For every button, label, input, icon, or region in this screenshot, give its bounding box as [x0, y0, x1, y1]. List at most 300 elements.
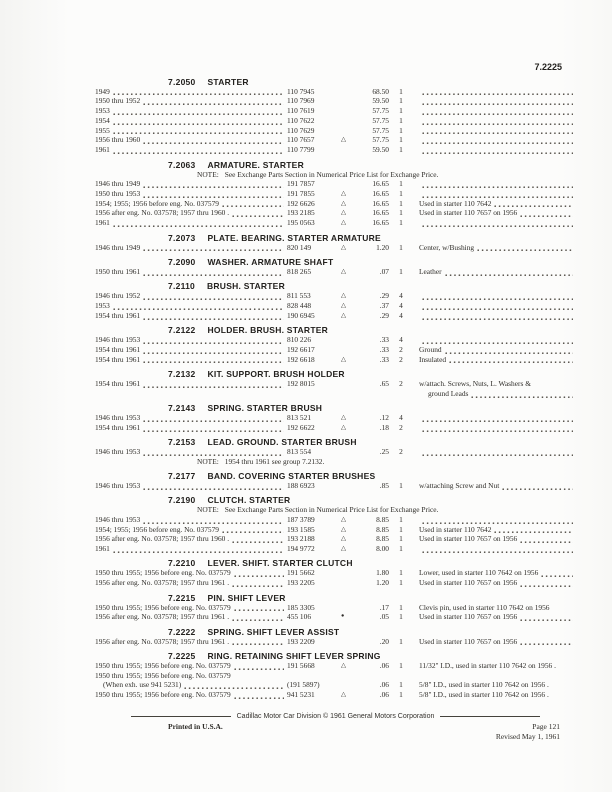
footer-rule-left — [131, 716, 231, 717]
section-title: PIN. SHIFT LEVER — [207, 592, 286, 603]
row-description — [95, 379, 287, 389]
quantity: 1 — [399, 125, 403, 135]
row-note — [413, 425, 576, 433]
dotted-leader — [222, 200, 284, 208]
row-description — [95, 544, 287, 554]
row-note — [413, 337, 576, 345]
parts-row — [95, 423, 576, 433]
quantity: 1 — [399, 179, 403, 189]
price: 16.65 — [372, 198, 389, 208]
row-description-text: 1946 thru 1953 — [95, 514, 141, 524]
row-note-text: Used in starter 110 7642 — [419, 524, 492, 534]
part-number: 191 5668 — [287, 660, 315, 670]
parts-row — [95, 208, 576, 218]
dotted-leader — [422, 546, 573, 554]
footer-rule-right — [440, 716, 540, 717]
dotted-leader — [477, 244, 573, 252]
row-note — [413, 379, 576, 389]
dotted-leader — [143, 483, 284, 491]
dotted-leader — [422, 220, 573, 228]
section-header — [95, 495, 576, 505]
exchange-triangle-icon: △ — [341, 189, 346, 197]
dotted-leader — [422, 108, 573, 116]
dotted-leader — [113, 220, 284, 228]
row-note — [413, 313, 576, 321]
section-title: LEVER. SHIFT. STARTER CLUTCH — [207, 558, 353, 569]
part-number: 110 7629 — [287, 125, 315, 135]
section-title: WASHER. ARMATURE SHAFT — [207, 256, 334, 267]
dotted-leader — [422, 147, 573, 155]
dotted-leader — [143, 356, 284, 364]
section-group-number: 7.2050 — [168, 76, 196, 87]
row-note — [413, 568, 576, 578]
exchange-triangle-icon: △ — [341, 414, 346, 422]
part-number: 192 6617 — [287, 344, 315, 354]
row-description-text: (When exh. use 941 5231) — [103, 680, 182, 690]
row-description — [95, 515, 287, 525]
section-title: BRUSH. STARTER — [207, 281, 285, 292]
section-group-number: 7.2225 — [168, 650, 196, 661]
quantity: 1 — [399, 106, 403, 116]
row-description-text: 1961 — [95, 218, 110, 228]
dotted-leader — [222, 526, 284, 534]
quantity: 1 — [399, 135, 403, 145]
quantity: 1 — [399, 198, 403, 208]
dotted-leader — [422, 293, 573, 301]
row-description — [95, 345, 287, 355]
dotted-leader — [143, 415, 284, 423]
quantity: 2 — [399, 447, 403, 457]
row-description-text: 1956 after eng. No. 037578; 1957 thru 1961 . — [95, 612, 230, 622]
bullet-icon: ● — [341, 613, 345, 620]
price: .37 — [379, 300, 389, 310]
row-description-text: 1954 thru 1961 — [95, 422, 141, 432]
row-description — [95, 534, 287, 544]
parts-row — [95, 199, 576, 209]
parts-row — [95, 135, 576, 145]
row-description-text: 1954; 1955; 1956 before eng. No. 037579 — [95, 198, 219, 208]
price: 8.85 — [376, 524, 389, 534]
part-number: 191 5662 — [287, 568, 315, 578]
exchange-triangle-icon: △ — [341, 525, 346, 533]
dotted-leader — [232, 638, 284, 646]
row-note — [413, 661, 576, 671]
dotted-leader — [232, 210, 284, 218]
quantity: 4 — [399, 310, 403, 320]
row-note-text: Used in starter 110 7657 on 1956 — [419, 636, 518, 646]
section-note — [95, 170, 576, 180]
row-note — [413, 612, 576, 622]
row-note — [413, 355, 576, 365]
dotted-leader — [143, 337, 284, 345]
exchange-triangle-icon: △ — [341, 243, 346, 251]
part-number: 188 6923 — [287, 480, 315, 490]
quantity: 1 — [399, 524, 403, 534]
row-note — [413, 546, 576, 554]
section-title: SPRING. STARTER BRUSH — [207, 403, 323, 414]
row-note-text: ground Leads — [428, 388, 469, 398]
row-description-text: 1946 thru 1952 — [95, 291, 141, 301]
price: .25 — [379, 447, 389, 457]
row-note-text: Lower, used in starter 110 7642 on 1956 — [419, 568, 539, 578]
row-description — [95, 690, 287, 700]
price: 68.50 — [372, 86, 389, 96]
row-note — [413, 415, 576, 423]
quantity: 2 — [399, 344, 403, 354]
part-number: 192 6622 — [287, 422, 315, 432]
part-number: 193 2209 — [287, 636, 315, 646]
quantity: 1 — [399, 544, 403, 554]
parts-row — [95, 267, 576, 277]
parts-row — [95, 355, 576, 365]
part-number: 828 448 — [287, 300, 312, 310]
row-description-text: 1954 thru 1961 — [95, 354, 141, 364]
price: 57.75 — [372, 135, 389, 145]
dotted-leader — [184, 682, 284, 690]
price: .33 — [379, 335, 389, 345]
exchange-triangle-icon: △ — [341, 691, 346, 699]
price: .29 — [379, 291, 389, 301]
row-note — [413, 208, 576, 218]
parts-row — [95, 291, 576, 301]
dotted-leader — [232, 614, 284, 622]
row-description-text: 1954 thru 1961 — [95, 344, 141, 354]
row-note — [413, 199, 576, 209]
row-description — [95, 208, 287, 218]
parts-row — [95, 578, 576, 588]
dotted-leader — [234, 604, 284, 612]
quantity: 1 — [399, 514, 403, 524]
row-description-text: 1950 thru 1955; 1956 before eng. No. 037579 — [95, 670, 231, 680]
row-description-text: 1954 thru 1961 — [95, 310, 141, 320]
quantity: 2 — [399, 422, 403, 432]
row-description-text: 1946 thru 1953 — [95, 413, 141, 423]
note-label: NOTE: — [197, 169, 219, 179]
quantity: 4 — [399, 335, 403, 345]
dotted-leader — [113, 127, 284, 135]
section-header — [95, 471, 576, 481]
row-description — [95, 612, 287, 622]
part-number: 110 7969 — [287, 96, 315, 106]
row-description — [95, 481, 287, 491]
exchange-triangle-icon: △ — [341, 311, 346, 319]
row-note-text: Ground — [419, 344, 442, 354]
row-description-text: 1956 after eng. No. 037578; 1957 thru 1961 . — [95, 636, 230, 646]
parts-row — [95, 525, 576, 535]
quantity: 1 — [399, 612, 403, 622]
parts-row — [95, 637, 576, 647]
exchange-triangle-icon: △ — [341, 535, 346, 543]
quantity: 1 — [399, 86, 403, 96]
row-note-text: w/attaching Screw and Nut — [419, 480, 500, 490]
dotted-leader — [422, 303, 573, 311]
price: 16.65 — [372, 179, 389, 189]
row-description-text: 1954; 1955; 1956 before eng. No. 037579 — [95, 524, 219, 534]
dotted-leader — [449, 356, 573, 364]
parts-row — [95, 690, 576, 700]
price: 59.50 — [372, 96, 389, 106]
section-title: KIT. SUPPORT. BRUSH HOLDER — [207, 368, 345, 379]
row-description-text: 1961 — [95, 145, 110, 155]
row-note-text: Used in starter 110 7657 on 1956 — [419, 578, 518, 588]
price: .06 — [379, 690, 389, 700]
row-description — [95, 135, 287, 145]
row-description-text: 1956 after eng. No. 037578; 1957 thru 1960 . — [95, 208, 230, 218]
part-number: 195 0563 — [287, 218, 315, 228]
row-note — [413, 303, 576, 311]
row-description — [95, 218, 287, 228]
quantity: 1 — [399, 145, 403, 155]
dotted-leader — [113, 303, 284, 311]
row-note-text: Leather — [419, 266, 442, 276]
row-note — [413, 603, 576, 613]
dotted-leader — [422, 191, 573, 199]
publisher-text: Cadillac Motor Car Division © 1961 General Motors Corporation — [236, 713, 435, 720]
section-group-number: 7.2210 — [168, 558, 196, 569]
row-note — [413, 389, 576, 399]
row-note — [413, 191, 576, 199]
row-description-text: 1950 thru 1952 — [95, 96, 141, 106]
part-number: 191 7855 — [287, 188, 315, 198]
row-description — [95, 311, 287, 321]
dotted-leader — [113, 88, 284, 96]
row-description-text: 1946 thru 1953 — [95, 447, 141, 457]
section-group-number: 7.2177 — [168, 470, 196, 481]
quantity: 1 — [399, 680, 403, 690]
quantity: 4 — [399, 413, 403, 423]
row-note-text: w/attach. Screws, Nuts, L. Washers & — [419, 378, 531, 388]
price: .18 — [379, 422, 389, 432]
quantity: 4 — [399, 300, 403, 310]
parts-row — [95, 335, 576, 345]
note-text: 1954 thru 1961 see group 7.2132. — [224, 456, 325, 466]
section-title: STARTER — [207, 76, 249, 87]
row-note — [413, 243, 576, 253]
row-description — [95, 106, 287, 116]
part-number: 190 6945 — [287, 310, 315, 320]
part-number: 820 149 — [287, 242, 312, 252]
row-description — [95, 355, 287, 365]
exchange-triangle-icon: △ — [341, 661, 346, 669]
row-note — [413, 525, 576, 535]
row-description-text: 1950 thru 1955; 1956 before eng. No. 037579 — [95, 568, 231, 578]
dotted-leader — [445, 347, 573, 355]
dotted-leader — [113, 546, 284, 554]
row-note — [413, 637, 576, 647]
row-description-text: 1950 thru 1961 — [95, 266, 141, 276]
dotted-leader — [422, 313, 573, 321]
price: .06 — [379, 660, 389, 670]
section-group-number: 7.2222 — [168, 626, 196, 637]
row-note — [413, 517, 576, 525]
publisher-line — [95, 713, 576, 720]
parts-row — [95, 544, 576, 554]
dotted-leader — [422, 181, 573, 189]
exchange-triangle-icon: △ — [341, 545, 346, 553]
part-number: 110 7619 — [287, 106, 315, 116]
quantity: 1 — [399, 218, 403, 228]
row-note-text: Used in starter 110 7642 — [419, 198, 492, 208]
row-note — [413, 481, 576, 491]
exchange-triangle-icon: △ — [341, 267, 346, 275]
section-group-number: 7.2063 — [168, 159, 196, 170]
price: .05 — [379, 612, 389, 622]
dotted-leader — [143, 381, 284, 389]
quantity: 1 — [399, 115, 403, 125]
price: 1.20 — [376, 578, 389, 588]
row-note — [413, 118, 576, 126]
row-description-text: 1950 thru 1955; 1956 before eng. No. 037579 — [95, 690, 231, 700]
row-note — [413, 98, 576, 106]
row-description — [95, 447, 287, 457]
section-header — [95, 627, 576, 637]
row-description — [95, 568, 287, 578]
parts-row — [95, 612, 576, 622]
dotted-leader — [113, 147, 284, 155]
section-header — [95, 77, 576, 87]
quantity: 1 — [399, 568, 403, 578]
parts-list — [95, 62, 576, 700]
parts-row — [95, 96, 576, 106]
price: .85 — [379, 480, 389, 490]
dotted-leader — [520, 536, 573, 544]
part-number: 811 553 — [287, 291, 311, 301]
dotted-leader — [422, 127, 573, 135]
row-description — [95, 603, 287, 613]
dotted-leader — [234, 570, 284, 578]
section-note — [95, 505, 576, 515]
row-description-text: 1946 thru 1949 — [95, 242, 141, 252]
exchange-triangle-icon: △ — [341, 515, 346, 523]
dotted-leader — [520, 580, 573, 588]
row-description — [95, 301, 287, 311]
dotted-leader — [143, 449, 284, 457]
price: .06 — [379, 680, 389, 690]
price: .12 — [379, 413, 389, 423]
section-group-number: 7.2215 — [168, 592, 196, 603]
part-number: 185 3305 — [287, 602, 315, 612]
part-number: 192 8015 — [287, 378, 315, 388]
row-note — [413, 147, 576, 155]
revision-date: Revised May 1, 1961 — [495, 731, 560, 741]
parts-row — [95, 603, 576, 613]
price: 16.65 — [372, 218, 389, 228]
parts-row — [95, 534, 576, 544]
row-description-text: 1956 after eng. No. 037578; 1957 thru 1960 . — [95, 534, 230, 544]
parts-row — [95, 345, 576, 355]
row-note — [413, 220, 576, 228]
dotted-leader — [422, 137, 573, 145]
dotted-leader — [143, 191, 284, 199]
row-description — [95, 637, 287, 647]
exchange-triangle-icon: △ — [341, 301, 346, 309]
parts-row — [95, 568, 576, 578]
section-header — [95, 281, 576, 291]
row-description — [95, 680, 287, 690]
price: 16.65 — [372, 208, 389, 218]
row-note — [413, 181, 576, 189]
section-title: SPRING. SHIFT LEVER ASSIST — [207, 626, 340, 637]
dotted-leader — [494, 526, 573, 534]
row-description — [95, 179, 287, 189]
quantity: 1 — [399, 96, 403, 106]
section-title: PLATE. BEARING. STARTER ARMATURE — [207, 232, 381, 243]
row-note — [413, 293, 576, 301]
parts-row-note-continuation — [95, 389, 576, 399]
dotted-leader — [113, 118, 284, 126]
quantity: 1 — [399, 266, 403, 276]
dotted-leader — [143, 269, 284, 277]
dotted-leader — [422, 425, 573, 433]
row-description-text: 1955 — [95, 125, 110, 135]
section-group-number: 7.2132 — [168, 368, 196, 379]
section-title: LEAD. GROUND. STARTER BRUSH — [207, 437, 357, 448]
parts-row — [95, 680, 576, 690]
price: 16.65 — [372, 188, 389, 198]
section-header — [95, 593, 576, 603]
price: .29 — [379, 310, 389, 320]
row-description — [95, 661, 287, 671]
quantity: 1 — [399, 578, 403, 588]
section-header — [95, 437, 576, 447]
row-note — [413, 345, 576, 355]
section-group-number: 7.2190 — [168, 495, 196, 506]
quantity: 1 — [399, 636, 403, 646]
dotted-leader — [422, 88, 573, 96]
exchange-triangle-icon: △ — [341, 199, 346, 207]
section-title: BAND. COVERING STARTER BRUSHES — [207, 470, 376, 481]
section-header — [95, 369, 576, 379]
row-description — [95, 126, 287, 136]
price: 1.80 — [376, 568, 389, 578]
dotted-leader — [445, 269, 573, 277]
row-description — [95, 291, 287, 301]
dotted-leader — [422, 449, 573, 457]
part-number: 813 554 — [287, 447, 312, 457]
dotted-leader — [422, 415, 573, 423]
parts-row — [95, 189, 576, 199]
footer-right-block — [496, 722, 576, 741]
row-description — [95, 116, 287, 126]
part-number: 194 9772 — [287, 544, 315, 554]
section-group-number: 7.2143 — [168, 403, 196, 414]
row-note-text: Used in starter 110 7657 on 1956 — [419, 612, 518, 622]
quantity: 1 — [399, 188, 403, 198]
section-title: RING. RETAINING SHIFT LEVER SPRING — [207, 650, 381, 661]
dotted-leader — [471, 391, 573, 399]
row-note-text: 5/8" I.D., used in starter 110 7642 on 1956 . — [419, 690, 549, 700]
price: 57.75 — [372, 125, 389, 135]
row-description-text: 1946 thru 1953 — [95, 335, 141, 345]
parts-row — [95, 87, 576, 97]
quantity: 1 — [399, 660, 403, 670]
section-title: HOLDER. BRUSH. STARTER — [207, 325, 329, 336]
section-header — [95, 403, 576, 413]
parts-row — [95, 243, 576, 253]
price: .20 — [379, 636, 389, 646]
part-number: 193 1585 — [287, 524, 315, 534]
row-description-text: 1953 — [95, 300, 110, 310]
section-group-number: 7.2073 — [168, 232, 196, 243]
row-description — [95, 267, 287, 277]
row-note — [413, 680, 576, 690]
row-description — [95, 189, 287, 199]
exchange-triangle-icon: △ — [341, 136, 346, 144]
row-note-text: Used in starter 110 7657 on 1956 — [419, 534, 518, 544]
printed-in-usa: Printed in U.S.A. — [168, 722, 223, 731]
row-description-text: 1961 — [95, 544, 110, 554]
part-number: 187 3789 — [287, 514, 315, 524]
